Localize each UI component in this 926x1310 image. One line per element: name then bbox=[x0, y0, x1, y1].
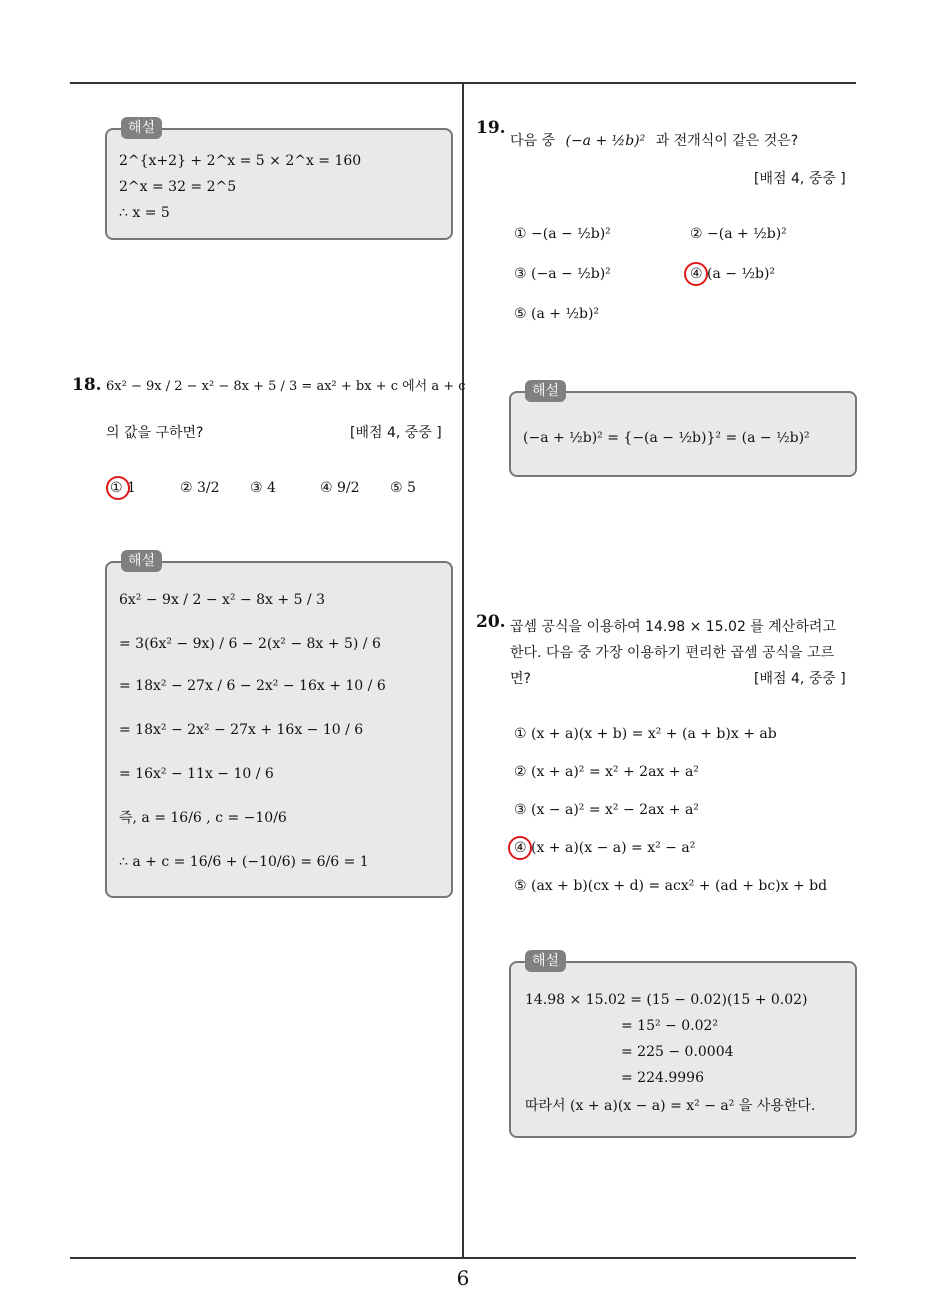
q19-solution-box bbox=[509, 383, 857, 477]
q19-option-2[interactable]: ② −(a + ½b)² bbox=[690, 226, 787, 242]
solution-line: ∴ x = 5 bbox=[119, 205, 170, 221]
q18-solution-box bbox=[105, 553, 453, 898]
solution-line: = 224.9996 bbox=[621, 1070, 704, 1086]
answer-mark-circle bbox=[684, 262, 708, 286]
solution-tag: 해설 bbox=[525, 950, 566, 972]
q20-option-3[interactable]: ③ (x − a)² = x² − 2ax + a² bbox=[514, 802, 699, 818]
q19-meta: [배점 4, 중중 ] bbox=[754, 171, 846, 187]
q18-option-3[interactable]: ③ 4 bbox=[250, 480, 276, 496]
q20-question-line: 면? bbox=[510, 671, 531, 687]
solution-line: ∴ a + c = 16/6 + (−10/6) = 6/6 = 1 bbox=[119, 854, 369, 870]
solution-line: 14.98 × 15.02 = (15 − 0.02)(15 + 0.02) bbox=[525, 992, 808, 1008]
solution-line: (−a + ½b)² = {−(a − ½b)}² = (a − ½b)² bbox=[523, 430, 810, 446]
q19-option-5[interactable]: ⑤ (a + ½b)² bbox=[514, 306, 600, 322]
question-number: 18. bbox=[72, 375, 102, 395]
q20-option-4[interactable]: ④ (x + a)(x − a) = x² − a² bbox=[514, 840, 696, 856]
q18-question: 의 값을 구하면? bbox=[106, 425, 204, 441]
q19-question bbox=[510, 130, 798, 150]
q20-question-line: 한다. 다음 중 가장 이용하기 편리한 곱셈 공식을 고르 bbox=[510, 645, 835, 661]
q20-solution-box bbox=[509, 953, 857, 1138]
solution-line: = 3(6x² − 9x) / 6 − 2(x² − 8x + 5) / 6 bbox=[119, 636, 381, 652]
q20-meta: [배점 4, 중중 ] bbox=[754, 671, 846, 687]
q20-option-5[interactable]: ⑤ (ax + b)(cx + d) = acx² + (ad + bc)x + bd bbox=[514, 878, 828, 894]
q19-question-pre: 다음 중 bbox=[510, 133, 556, 149]
solution-tag: 해설 bbox=[121, 117, 162, 139]
q18-option-2[interactable]: ② 3/2 bbox=[180, 480, 220, 496]
q20-option-2[interactable]: ② (x + a)² = x² + 2ax + a² bbox=[514, 764, 699, 780]
q18-option-1[interactable]: ① 1 bbox=[110, 480, 136, 496]
q18-expression bbox=[106, 378, 466, 396]
q17-solution-box bbox=[105, 120, 453, 240]
solution-line: 2^x = 32 = 2^5 bbox=[119, 179, 237, 195]
q18-option-5[interactable]: ⑤ 5 bbox=[390, 480, 416, 496]
solution-line: 6x² − 9x / 2 − x² − 8x + 5 / 3 bbox=[119, 592, 326, 608]
answer-mark-circle bbox=[508, 836, 532, 860]
solution-tag: 해설 bbox=[525, 380, 566, 402]
question-number: 19. bbox=[476, 118, 506, 138]
solution-line: = 225 − 0.0004 bbox=[621, 1044, 734, 1060]
q18-meta: [배점 4, 중중 ] bbox=[350, 425, 442, 441]
solution-line: 2^{x+2} + 2^x = 5 × 2^x = 160 bbox=[119, 153, 362, 169]
q20-question-line: 곱셈 공식을 이용하여 14.98 × 15.02 를 계산하려고 bbox=[510, 619, 836, 635]
solution-line: = 18x² − 27x / 6 − 2x² − 16x + 10 / 6 bbox=[119, 678, 386, 694]
q19-option-4[interactable]: ④ (a − ½b)² bbox=[690, 266, 776, 282]
solution-line: = 16x² − 11x − 10 / 6 bbox=[119, 766, 274, 782]
column-divider bbox=[462, 83, 464, 1259]
solution-line: = 15² − 0.02² bbox=[621, 1018, 719, 1034]
q18-option-4[interactable]: ④ 9/2 bbox=[320, 480, 360, 496]
solution-tag: 해설 bbox=[121, 550, 162, 572]
q20-option-1[interactable]: ① (x + a)(x + b) = x² + (a + b)x + ab bbox=[514, 726, 777, 742]
question-number: 20. bbox=[476, 612, 506, 632]
answer-mark-circle bbox=[106, 476, 130, 500]
solution-line: = 18x² − 2x² − 27x + 16x − 10 / 6 bbox=[119, 722, 364, 738]
q19-option-3[interactable]: ③ (−a − ½b)² bbox=[514, 266, 611, 282]
q19-option-1[interactable]: ① −(a − ½b)² bbox=[514, 226, 611, 242]
solution-line: 따라서 (x + a)(x − a) = x² − a² 을 사용한다. bbox=[525, 1098, 816, 1114]
bottom-rule bbox=[70, 1257, 856, 1259]
q19-question-expr: (−a + ½b)² bbox=[565, 133, 646, 149]
page-number: 6 bbox=[456, 1266, 470, 1290]
q19-question-post: 과 전개식이 같은 것은? bbox=[655, 133, 799, 149]
solution-line: 즉, a = 16/6 , c = −10/6 bbox=[119, 810, 287, 826]
q18-expression-text: 6x² − 9x / 2 − x² − 8x + 5 / 3 = ax² + bx + c 에서 a + c bbox=[106, 379, 466, 394]
